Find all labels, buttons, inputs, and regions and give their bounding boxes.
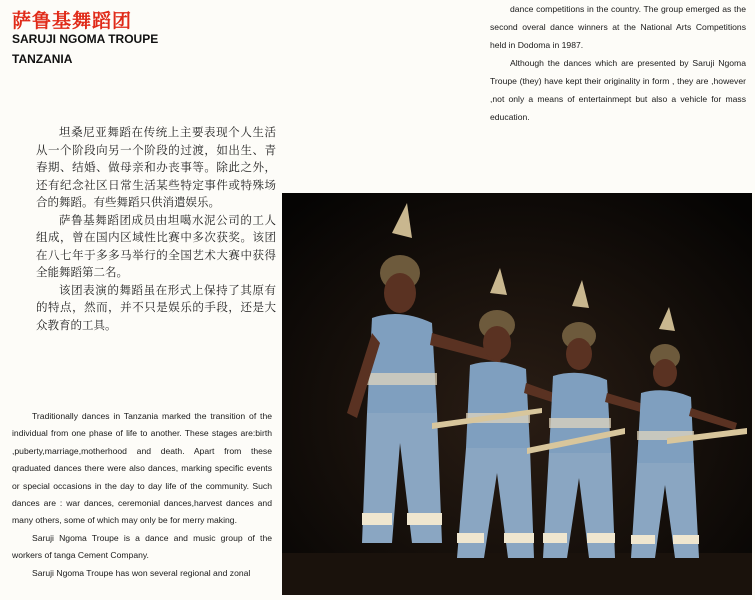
english-paragraph: dance competitions in the country. The group emerged as the second overal dance winners at the National Arts Competitions held in Dodoma in 1987. (490, 4, 746, 50)
chinese-paragraph: 萨鲁基舞蹈团成员由坦噶水泥公司的工人组成，曾在国内区域性比赛中多次获奖。该团在八七年于多多马举行的全国艺术大赛中获得全能舞蹈第二名。 (36, 212, 276, 279)
chinese-paragraph: 该团表演的舞蹈虽在形式上保持了其原有的特点，然而，并不只是娱乐的手段，还是大众教育的工具。 (36, 282, 276, 332)
english-paragraph: Although the dances which are presented by Saruji Ngoma Troupe (they) have kept their originality in form , they are ,however ,not only a means of entertainmept but also a vehicle for mass education. (490, 58, 746, 122)
stage-floor (282, 553, 752, 595)
english-paragraph: Traditionally dances in Tanzania marked the transition of the individual from one phase of life to another. These stages are:birth ,puberty,marriage,motherhood and death. Apart from these qraduated dances there were also dances, marking specific events or special occasions in the day to day life of the community. Such dances are : war dances, ceremonial dances,harvest dances and many others, some of which may only be for merry making. (12, 411, 272, 526)
dance-troupe-photo (282, 193, 752, 595)
english-paragraph: Saruji Ngoma Troupe has won several regional and zonal (32, 567, 251, 578)
title-english: SARUJI NGOMA TROUPE (12, 32, 159, 46)
english-body-text-right (490, 0, 746, 126)
title-country: TANZANIA (12, 52, 73, 66)
chinese-paragraph: 坦桑尼亚舞蹈在传统上主要表现个人生活从一个阶段向另一个阶段的过渡，如出生、青春期、结婚、做母亲和办丧事等。除此之外，还有纪念社区日常生活某些特定事件或特殊场合的舞蹈。有些舞蹈只供消遣娱乐。 (36, 125, 276, 209)
english-body-text-left (12, 408, 272, 582)
chinese-body-text (36, 124, 276, 334)
dancers-illustration (282, 193, 752, 595)
english-paragraph: Saruji Ngoma Troupe is a dance and music group of the workers of tanga Cement Company. (12, 532, 272, 561)
title-chinese: 萨鲁基舞蹈团 (12, 10, 133, 32)
